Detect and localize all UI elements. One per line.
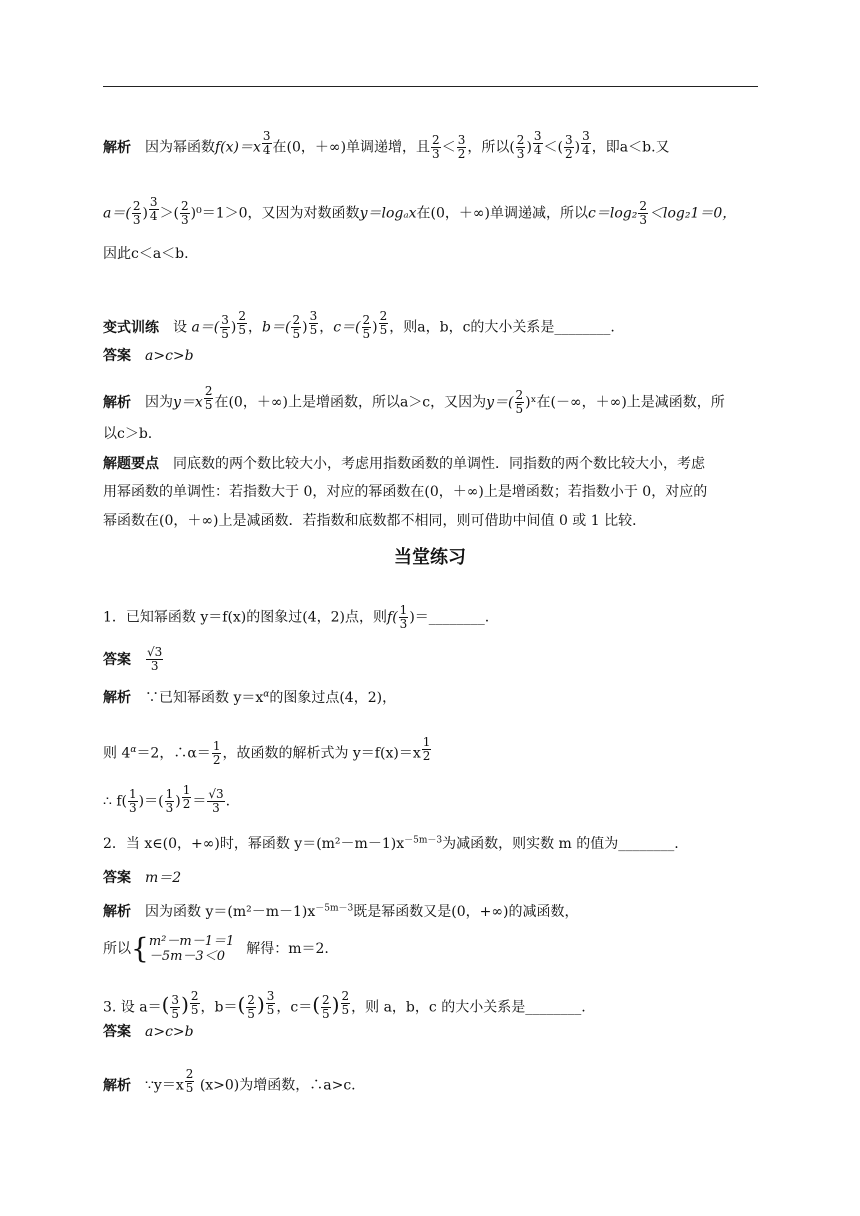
analysis-line-3: 因此c＜a＜b. xyxy=(103,246,189,262)
variant-analysis-2: 以c＞b. xyxy=(103,426,153,442)
key-points-1: 解题要点 同底数的两个数比较大小，考虑用指数函数的单调性．同指数的两个数比较大小，考虑 xyxy=(103,456,705,472)
key-points-2: 用幂函数的单调性：若指数大于 0，对应的幂函数在(0，＋∞)上是增函数；若指数小于 0，对应的 xyxy=(103,484,708,500)
q1-analysis-2: 则 $4^\alpha=2$，∴α＝ $\frac{1}{2}$ ，故函数的解析式为 y＝f(x)＝x $^{\frac{1}{2}}$ xyxy=(103,735,431,768)
header-rule xyxy=(103,86,758,87)
q2-answer: 答案 m＝2 xyxy=(103,870,182,886)
q1-answer: 答案 $\frac{√3}{3}$ xyxy=(103,645,163,673)
q1-stem: 1．已知幂函数 y＝f(x)的图象过(4，2)点，则f( $\frac{1}{3}$ )＝________. xyxy=(103,603,490,631)
key-points-3: 幂函数在(0，＋∞)上是减函数．若指数和底数都不相同，则可借助中间值 0 或 1 比较． xyxy=(103,513,647,529)
q3-answer: 答案 a>c>b xyxy=(103,1024,194,1040)
variant-analysis-1: 解析 因为y＝x $^{\frac{2}{5}}$ 在(0，＋∞)上是增函数，所以a＞c，又因为y＝( $\frac{2}{5}$ )ˣ在(－∞，＋∞)上是减函数，所 xyxy=(103,384,725,417)
analysis-line-2: a＝( $\frac{2}{3}$ ) $^{\frac{3}{4}}$ ＞( $\frac{2}{3}$ )⁰＝1＞0，又因为对数函数y＝logₐx在(0，＋∞)单调递减，所以c＝log₂ $\frac{2}{3}$ ＜log₂1＝0， xyxy=(103,195,737,228)
q2-stem: 2．当 x∈(0，+∞)时，幂函数 $y=(m^2-m-1)x^{-5m-3}$为减函数，则实数 m 的值为________. xyxy=(103,835,679,852)
q1-analysis-1: 解析 ∵已知幂函数 $y=x^\alpha$的图象过点(4，2)， xyxy=(103,689,397,706)
q2-analysis-1: 解析 因为函数 $y=(m^2-m-1)x^{-5m-3}$既是幂函数又是(0，+∞)的减函数， xyxy=(103,903,579,920)
q2-analysis-2: 所以{ m²－m－1＝1 －5m－3＜0 解得：m＝2. xyxy=(103,932,329,965)
q1-analysis-3: ∴ f( $\frac{1}{3}$ )＝( $\frac{1}{3}$ ) $^{\frac{1}{2}}$ ＝ $\frac{√3}{3}$ . xyxy=(103,783,231,816)
analysis-line-1: 解析 因为幂函数f(x)＝x $^{\frac{3}{4}}$ 在(0，＋∞)单调递增，且 $\frac{2}{3}$ ＜ $\frac{3}{2}$ ，所以( $\frac{2}{3}$ ) $^{\frac{3}{4}}$ ＜( $\frac{3}{2}$ ) $^{\frac{3}{4}}$ ，即a＜b.又 xyxy=(103,129,670,162)
q3-stem: 3. 设 a＝( $\frac{3}{5}$ ) $^{\frac{2}{5}}$ ，b＝( $\frac{2}{5}$ ) $^{\frac{3}{5}}$ ，c＝( $\frac{2}{5}$ ) $^{\frac{2}{5}}$ ，则 a，b，c 的大小关系是________. xyxy=(103,989,586,1022)
variant-answer: 答案 a>c>b xyxy=(103,348,194,364)
variant-question: 变式训练 设 a＝( $\frac{3}{5}$ ) $^{\frac{2}{5}}$ ，b＝( $\frac{2}{5}$ ) $^{\frac{3}{5}}$ ，c＝( $\frac{2}{5}$ ) $^{\frac{2}{5}}$ ，则a，b，c的大小关系是________. xyxy=(103,309,615,342)
section-title: 当堂练习 xyxy=(394,547,466,568)
variant-label: 变式训练 xyxy=(103,319,159,336)
analysis-label: 解析 xyxy=(103,139,131,156)
q3-analysis: 解析 ∵y＝x $^{\frac{2}{5}}$ (x>0)为增函数，∴a>c. xyxy=(103,1067,356,1095)
